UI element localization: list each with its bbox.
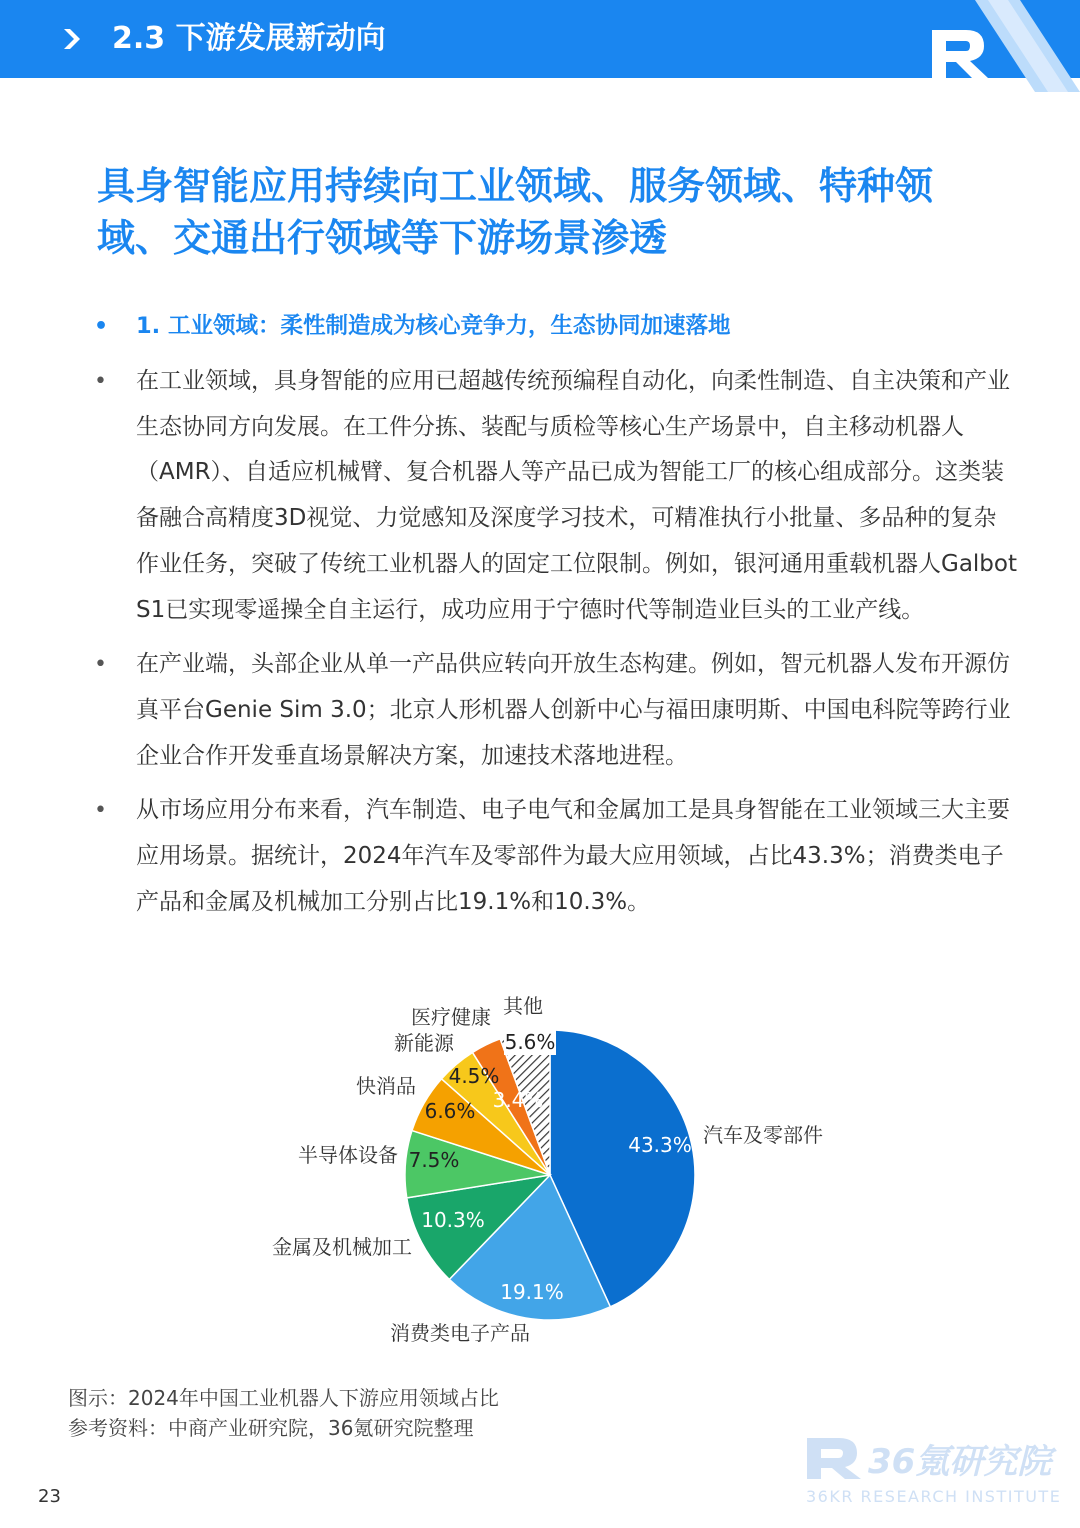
section-title: 2.3 下游发展新动向: [112, 21, 386, 56]
pie-value-label-auto-parts: 43.3%: [628, 1133, 692, 1157]
pie-category-label-consumer-electronics: 消费类电子产品: [390, 1321, 530, 1345]
pie-category-label-healthcare: 医疗健康: [411, 1005, 491, 1029]
pie-value-label-healthcare: 3.4%: [492, 1088, 544, 1112]
pie-category-label-metal-machining: 金属及机械加工: [272, 1235, 412, 1259]
pie-chart: [240, 990, 860, 1370]
pie-value-label-metal-machining: 10.3%: [421, 1208, 485, 1232]
pie-value-label-consumer-electronics: 19.1%: [500, 1280, 564, 1304]
bullet-list: [88, 304, 1018, 934]
header-bar: [0, 0, 1080, 78]
bullet-dot: •: [94, 798, 107, 824]
pie-value-label-semiconductor: 7.5%: [408, 1148, 460, 1172]
brand-watermark-icon: [805, 1436, 863, 1480]
pie-category-label-new-energy: 新能源: [394, 1031, 454, 1055]
pie-category-label-auto-parts: 汽车及零部件: [703, 1123, 823, 1147]
page-headline: 具身智能应用持续向工业领域、服务领域、特种领域、交通出行领域等下游场景渗透: [97, 164, 934, 260]
paragraph-text: 在产业端，头部企业从单一产品供应转向开放生态构建。例如，智元机器人发布开源仿真平台Genie Sim 3.0；北京人形机器人创新中心与福田康明斯、中国电科院等跨行业企业合作开发垂直场景解决方案，加速技术落地进程。: [136, 651, 1011, 769]
bullet-dot: •: [94, 369, 107, 394]
pie-category-label-semiconductor: 半导体设备: [298, 1143, 398, 1167]
bullet-paragraph-industrial: [88, 359, 1018, 633]
subheading-text: 1. 工业领域：柔性制造成为核心竞争力，生态协同加速落地: [136, 313, 731, 339]
figure-caption: [68, 1383, 499, 1443]
paragraph-text: 在工业领域，具身智能的应用已超越传统预编程自动化，向柔性制造、自主决策和产业生态协同方向发展。在工件分拣、装配与质检等核心生产场景中，自主移动机器人（AMR）、自适应机械臂、复合机器人等产品已成为智能工厂的核心组成部分。这类装备融合高精度3D视觉、力觉感知及深度学习技术，可精准执行小批量、多品种的复杂作业任务，突破了传统工业机器人的固定工位限制。例如，银河通用重载机器人Galbot S1已实现零遥操全自主运行，成功应用于宁德时代等制造业巨头的工业产线。: [136, 368, 1017, 623]
bullet-dot: •: [94, 314, 109, 339]
pie-value-label-new-energy: 4.5%: [448, 1064, 500, 1088]
pie-category-label-fmcg: 快消品: [356, 1074, 416, 1098]
chevron-right-icon: [60, 26, 86, 52]
figure-title: 图示：2024年中国工业机器人下游应用领域占比: [68, 1386, 499, 1410]
brand-logo-icon: [900, 0, 1080, 92]
pie-category-label-other: 其他: [503, 994, 543, 1018]
brand-name: 36氪研究院: [868, 1442, 1052, 1482]
pie-chart-svg: [240, 990, 860, 1370]
paragraph-text: 从市场应用分布来看，汽车制造、电子电气和金属加工是具身智能在工业领域三大主要应用场景。据统计，2024年汽车及零部件为最大应用领域，占比43.3%；消费类电子产品和金属及机械加工分别占比19.1%和10.3%。: [136, 797, 1010, 915]
bullet-dot: •: [94, 652, 107, 678]
page-number: 23: [38, 1486, 61, 1507]
bullet-paragraph-ecosystem: [88, 642, 1018, 779]
pie-value-label-fmcg: 6.6%: [424, 1099, 476, 1123]
bullet-paragraph-market: [88, 788, 1018, 925]
figure-source: 参考资料：中商产业研究院，36氪研究院整理: [68, 1416, 474, 1440]
bullet-subheading: [88, 304, 1018, 352]
pie-value-label-other: 5.6%: [504, 1030, 556, 1054]
brand-subtitle: 36KR RESEARCH INSTITUTE: [806, 1487, 1062, 1506]
